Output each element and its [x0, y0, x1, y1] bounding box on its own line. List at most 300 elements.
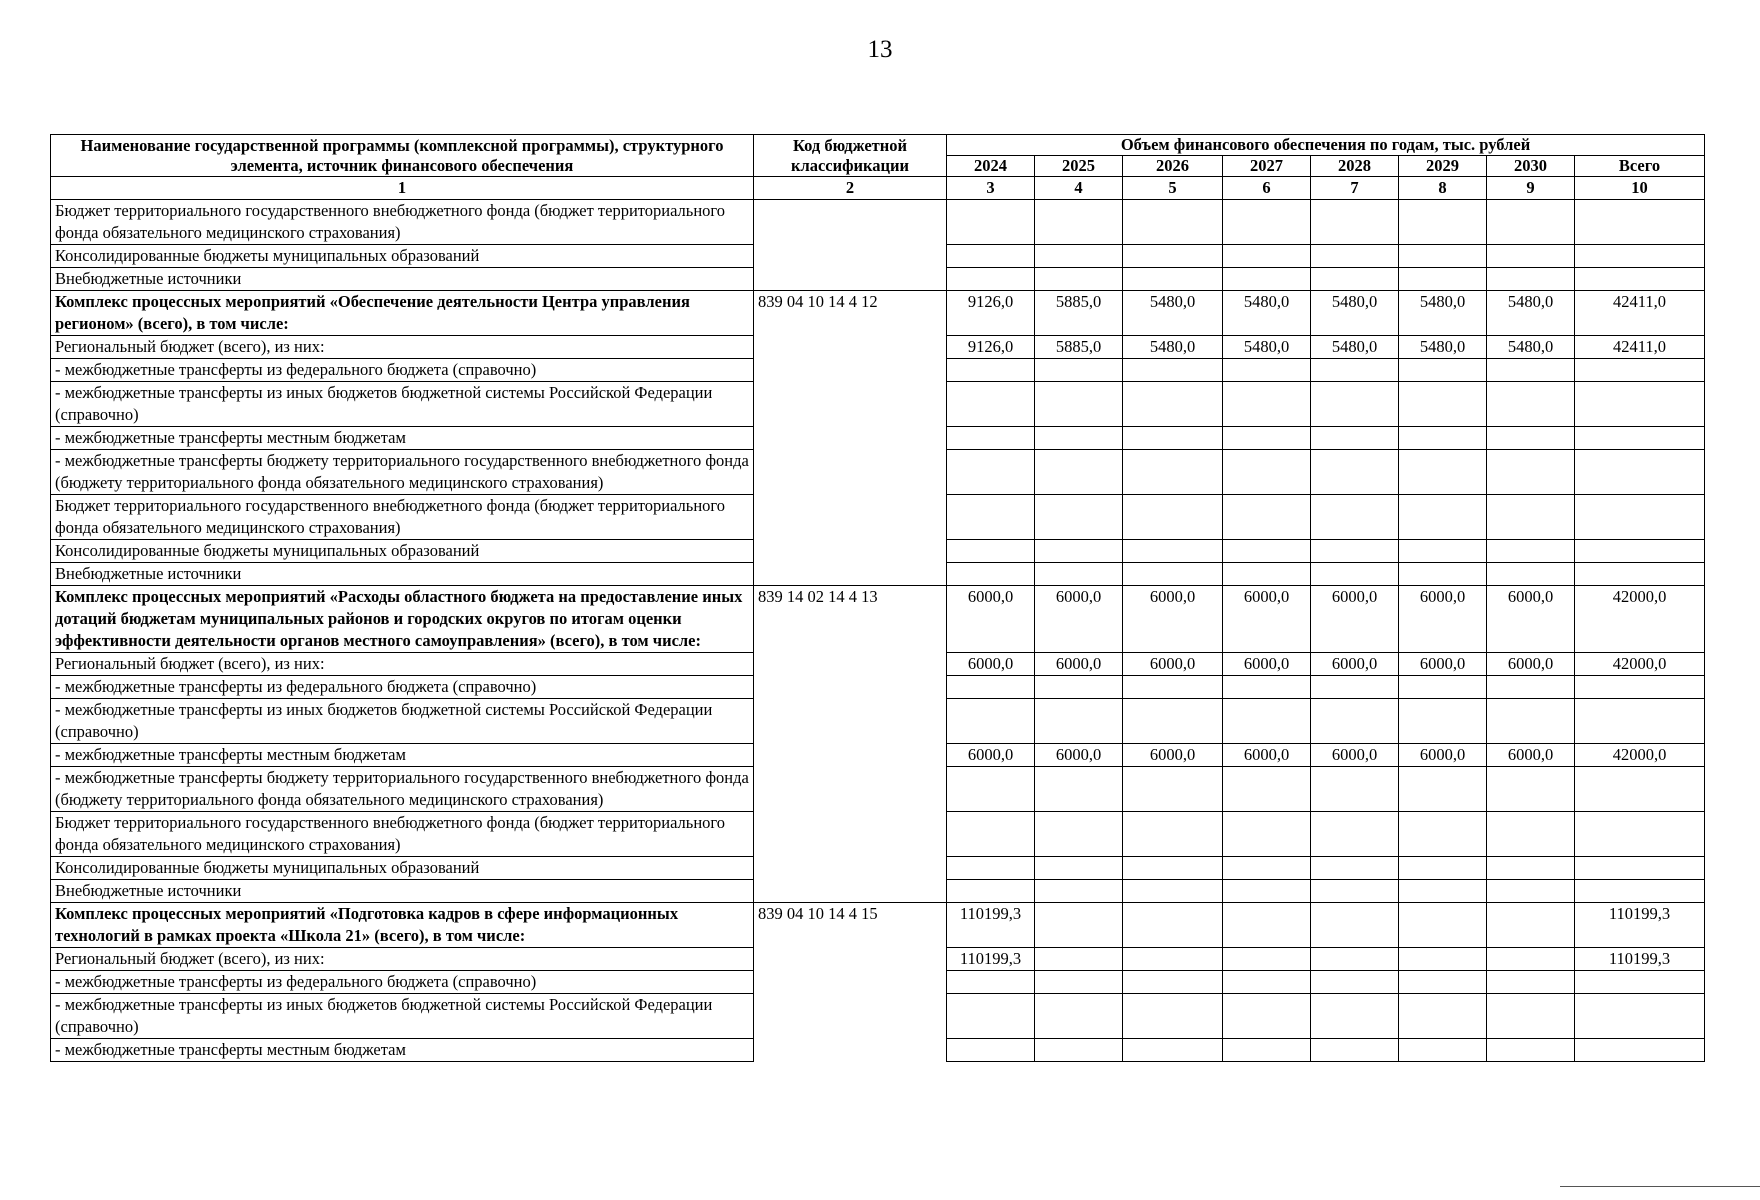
table-row — [51, 245, 1705, 268]
row-value-2028 — [1311, 812, 1399, 857]
row-value-2029 — [1399, 903, 1487, 948]
row-total — [1575, 767, 1705, 812]
row-value-2025 — [1035, 450, 1123, 495]
row-value-2026: 5480,0 — [1123, 336, 1223, 359]
row-code: 839 04 10 14 4 15 — [754, 903, 947, 948]
row-total — [1575, 971, 1705, 994]
header-column-number: 1 — [51, 177, 754, 200]
row-value-2026 — [1123, 200, 1223, 245]
row-value-2030 — [1487, 1039, 1575, 1062]
row-value-2026 — [1123, 767, 1223, 812]
row-total — [1575, 245, 1705, 268]
row-value-2030 — [1487, 359, 1575, 382]
financing-table — [50, 134, 1705, 1062]
row-name: Региональный бюджет (всего), из них: — [51, 948, 754, 971]
row-value-2027 — [1223, 676, 1311, 699]
row-total — [1575, 382, 1705, 427]
row-total: 42000,0 — [1575, 744, 1705, 767]
row-value-2026: 6000,0 — [1123, 744, 1223, 767]
row-value-2024 — [947, 245, 1035, 268]
row-value-2027 — [1223, 857, 1311, 880]
row-value-2025 — [1035, 359, 1123, 382]
row-code — [754, 812, 947, 857]
row-value-2029 — [1399, 268, 1487, 291]
row-value-2024 — [947, 200, 1035, 245]
row-value-2026 — [1123, 948, 1223, 971]
row-total: 42411,0 — [1575, 336, 1705, 359]
row-name: Внебюджетные источники — [51, 268, 754, 291]
row-value-2025 — [1035, 812, 1123, 857]
row-value-2026 — [1123, 903, 1223, 948]
row-value-2028: 5480,0 — [1311, 336, 1399, 359]
row-value-2030 — [1487, 767, 1575, 812]
row-value-2030: 6000,0 — [1487, 653, 1575, 676]
row-value-2025 — [1035, 699, 1123, 744]
row-code — [754, 857, 947, 880]
table-row — [51, 382, 1705, 427]
header-column-number: 8 — [1399, 177, 1487, 200]
row-value-2027 — [1223, 382, 1311, 427]
table-row — [51, 291, 1705, 336]
row-value-2026 — [1123, 880, 1223, 903]
row-value-2028: 6000,0 — [1311, 653, 1399, 676]
row-value-2025 — [1035, 994, 1123, 1039]
row-value-2030 — [1487, 495, 1575, 540]
row-value-2027 — [1223, 880, 1311, 903]
row-value-2028 — [1311, 676, 1399, 699]
row-value-2027: 6000,0 — [1223, 653, 1311, 676]
row-value-2027 — [1223, 540, 1311, 563]
table-row — [51, 495, 1705, 540]
row-name: - межбюджетные трансферты местным бюджетам — [51, 1039, 754, 1062]
row-name: Комплекс процессных мероприятий «Расходы областного бюджета на предоставление иных дотаций бюджетам муниципальных районов и городских округов по итогам оценки эффективности деятельности органов местного самоуправления» (всего), в том числе: — [51, 586, 754, 653]
row-value-2025 — [1035, 382, 1123, 427]
row-total — [1575, 857, 1705, 880]
row-code — [754, 359, 947, 382]
row-name: - межбюджетные трансферты бюджету территориального государственного внебюджетного фонда (бюджету территориального фонда обязательного медицинского страхования) — [51, 767, 754, 812]
row-name: - межбюджетные трансферты местным бюджетам — [51, 744, 754, 767]
header-column-number: 6 — [1223, 177, 1311, 200]
row-value-2030: 6000,0 — [1487, 586, 1575, 653]
row-value-2029 — [1399, 1039, 1487, 1062]
row-value-2030 — [1487, 450, 1575, 495]
row-total — [1575, 676, 1705, 699]
row-value-2029 — [1399, 812, 1487, 857]
row-value-2026 — [1123, 971, 1223, 994]
row-code — [754, 767, 947, 812]
row-value-2027 — [1223, 245, 1311, 268]
row-code — [754, 948, 947, 971]
table-row — [51, 200, 1705, 245]
table-row — [51, 359, 1705, 382]
row-code — [754, 336, 947, 359]
row-name: - межбюджетные трансферты из иных бюджетов бюджетной системы Российской Федерации (справочно) — [51, 994, 754, 1039]
row-total: 110199,3 — [1575, 903, 1705, 948]
row-code: 839 04 10 14 4 12 — [754, 291, 947, 336]
row-value-2025 — [1035, 971, 1123, 994]
row-name: Региональный бюджет (всего), из них: — [51, 336, 754, 359]
row-value-2025: 6000,0 — [1035, 586, 1123, 653]
row-value-2027 — [1223, 563, 1311, 586]
row-value-2027 — [1223, 994, 1311, 1039]
row-value-2029 — [1399, 563, 1487, 586]
row-value-2028 — [1311, 948, 1399, 971]
row-value-2030 — [1487, 994, 1575, 1039]
row-value-2024: 6000,0 — [947, 653, 1035, 676]
table-row — [51, 268, 1705, 291]
table-row — [51, 563, 1705, 586]
row-value-2028 — [1311, 903, 1399, 948]
row-value-2024: 6000,0 — [947, 586, 1035, 653]
row-value-2028 — [1311, 268, 1399, 291]
table-row — [51, 676, 1705, 699]
row-name: Региональный бюджет (всего), из них: — [51, 653, 754, 676]
header-year: 2029 — [1399, 156, 1487, 177]
row-total: 42411,0 — [1575, 291, 1705, 336]
row-value-2026 — [1123, 857, 1223, 880]
header-column-number: 5 — [1123, 177, 1223, 200]
row-value-2027 — [1223, 359, 1311, 382]
row-total — [1575, 200, 1705, 245]
row-value-2028 — [1311, 245, 1399, 268]
row-code — [754, 676, 947, 699]
row-value-2024 — [947, 676, 1035, 699]
row-value-2026: 6000,0 — [1123, 586, 1223, 653]
row-code — [754, 653, 947, 676]
header-volume: Объем финансового обеспечения по годам, тыс. рублей — [947, 135, 1705, 156]
row-value-2029 — [1399, 200, 1487, 245]
table-row — [51, 857, 1705, 880]
row-code — [754, 1039, 947, 1062]
table-row — [51, 994, 1705, 1039]
row-code — [754, 427, 947, 450]
row-value-2024: 6000,0 — [947, 744, 1035, 767]
row-value-2027 — [1223, 948, 1311, 971]
row-value-2029 — [1399, 994, 1487, 1039]
row-value-2027 — [1223, 812, 1311, 857]
table-row — [51, 427, 1705, 450]
row-value-2030 — [1487, 540, 1575, 563]
row-name: Бюджет территориального государственного внебюджетного фонда (бюджет территориального фонда обязательного медицинского страхования) — [51, 812, 754, 857]
row-value-2026 — [1123, 563, 1223, 586]
row-value-2028: 6000,0 — [1311, 744, 1399, 767]
table-row — [51, 699, 1705, 744]
header-year: 2024 — [947, 156, 1035, 177]
row-total — [1575, 812, 1705, 857]
row-value-2029 — [1399, 382, 1487, 427]
row-value-2024 — [947, 359, 1035, 382]
table-row — [51, 767, 1705, 812]
row-value-2025 — [1035, 903, 1123, 948]
row-value-2025: 5885,0 — [1035, 291, 1123, 336]
row-value-2027 — [1223, 767, 1311, 812]
row-value-2030 — [1487, 200, 1575, 245]
header-code: Код бюджетной классификации — [754, 135, 947, 177]
header-column-number: 2 — [754, 177, 947, 200]
row-value-2030 — [1487, 971, 1575, 994]
row-code — [754, 699, 947, 744]
row-value-2026 — [1123, 245, 1223, 268]
table-row — [51, 1039, 1705, 1062]
row-value-2025 — [1035, 200, 1123, 245]
table-row — [51, 903, 1705, 948]
row-name: Внебюджетные источники — [51, 563, 754, 586]
row-total — [1575, 699, 1705, 744]
row-total: 42000,0 — [1575, 653, 1705, 676]
header-numbers-row — [51, 177, 1705, 200]
row-value-2026 — [1123, 676, 1223, 699]
row-value-2027 — [1223, 268, 1311, 291]
row-value-2024 — [947, 540, 1035, 563]
row-value-2028 — [1311, 359, 1399, 382]
row-value-2028 — [1311, 495, 1399, 540]
row-value-2028: 6000,0 — [1311, 586, 1399, 653]
row-name: Бюджет территориального государственного внебюджетного фонда (бюджет территориального фонда обязательного медицинского страхования) — [51, 495, 754, 540]
row-value-2024 — [947, 971, 1035, 994]
row-name: Комплекс процессных мероприятий «Подготовка кадров в сфере информационных технологий в рамках проекта «Школа 21» (всего), в том числе: — [51, 903, 754, 948]
header-year: Всего — [1575, 156, 1705, 177]
row-code — [754, 744, 947, 767]
page-number: 13 — [867, 36, 893, 63]
row-value-2028 — [1311, 382, 1399, 427]
row-value-2027 — [1223, 1039, 1311, 1062]
row-value-2028 — [1311, 699, 1399, 744]
row-code — [754, 994, 947, 1039]
row-code — [754, 880, 947, 903]
header-year: 2027 — [1223, 156, 1311, 177]
row-name: Внебюджетные источники — [51, 880, 754, 903]
row-value-2030 — [1487, 903, 1575, 948]
row-value-2024: 110199,3 — [947, 948, 1035, 971]
row-value-2024: 9126,0 — [947, 291, 1035, 336]
row-value-2029 — [1399, 676, 1487, 699]
row-name: - межбюджетные трансферты из федерального бюджета (справочно) — [51, 676, 754, 699]
row-value-2024 — [947, 699, 1035, 744]
row-name: Консолидированные бюджеты муниципальных образований — [51, 857, 754, 880]
row-value-2025 — [1035, 268, 1123, 291]
row-total — [1575, 268, 1705, 291]
row-value-2028 — [1311, 1039, 1399, 1062]
row-value-2026 — [1123, 540, 1223, 563]
row-value-2029 — [1399, 495, 1487, 540]
row-value-2028 — [1311, 200, 1399, 245]
row-total — [1575, 450, 1705, 495]
row-value-2030 — [1487, 948, 1575, 971]
row-value-2025 — [1035, 948, 1123, 971]
row-value-2025: 6000,0 — [1035, 653, 1123, 676]
row-value-2029 — [1399, 880, 1487, 903]
header-column-number: 7 — [1311, 177, 1399, 200]
table-row — [51, 586, 1705, 653]
row-value-2026 — [1123, 427, 1223, 450]
row-value-2030 — [1487, 699, 1575, 744]
row-value-2024 — [947, 427, 1035, 450]
row-value-2026 — [1123, 1039, 1223, 1062]
row-value-2030 — [1487, 382, 1575, 427]
row-value-2028 — [1311, 971, 1399, 994]
header-year: 2028 — [1311, 156, 1399, 177]
row-value-2029 — [1399, 245, 1487, 268]
row-value-2030 — [1487, 676, 1575, 699]
table-row — [51, 653, 1705, 676]
row-value-2028: 5480,0 — [1311, 291, 1399, 336]
row-value-2028 — [1311, 880, 1399, 903]
row-value-2029 — [1399, 948, 1487, 971]
row-code — [754, 450, 947, 495]
row-value-2026 — [1123, 382, 1223, 427]
row-total: 42000,0 — [1575, 586, 1705, 653]
row-value-2029 — [1399, 427, 1487, 450]
table-row — [51, 948, 1705, 971]
row-value-2024 — [947, 268, 1035, 291]
row-code: 839 14 02 14 4 13 — [754, 586, 947, 653]
row-value-2028 — [1311, 994, 1399, 1039]
row-value-2024 — [947, 495, 1035, 540]
row-value-2024 — [947, 857, 1035, 880]
row-value-2026 — [1123, 268, 1223, 291]
header-column-number: 9 — [1487, 177, 1575, 200]
header-column-number: 10 — [1575, 177, 1705, 200]
header-year: 2026 — [1123, 156, 1223, 177]
row-code — [754, 245, 947, 268]
row-value-2030 — [1487, 563, 1575, 586]
row-value-2027 — [1223, 450, 1311, 495]
table-row — [51, 450, 1705, 495]
row-value-2029 — [1399, 971, 1487, 994]
row-value-2029: 6000,0 — [1399, 653, 1487, 676]
row-code — [754, 495, 947, 540]
row-value-2025 — [1035, 540, 1123, 563]
row-value-2029: 5480,0 — [1399, 336, 1487, 359]
row-value-2026 — [1123, 812, 1223, 857]
row-value-2027: 5480,0 — [1223, 336, 1311, 359]
row-value-2024: 110199,3 — [947, 903, 1035, 948]
row-name: Бюджет территориального государственного внебюджетного фонда (бюджет территориального фонда обязательного медицинского страхования) — [51, 200, 754, 245]
header-name: Наименование государственной программы (комплексной программы), структурного элемента, источник финансового обеспечения — [51, 135, 754, 177]
row-value-2024: 9126,0 — [947, 336, 1035, 359]
row-value-2024 — [947, 994, 1035, 1039]
table-body — [51, 200, 1705, 1062]
row-name: - межбюджетные трансферты бюджету территориального государственного внебюджетного фонда (бюджету территориального фонда обязательного медицинского страхования) — [51, 450, 754, 495]
table-row — [51, 971, 1705, 994]
row-value-2026: 6000,0 — [1123, 653, 1223, 676]
row-value-2028 — [1311, 563, 1399, 586]
row-value-2028 — [1311, 767, 1399, 812]
row-code — [754, 268, 947, 291]
row-name: - межбюджетные трансферты местным бюджетам — [51, 427, 754, 450]
row-name: Комплекс процессных мероприятий «Обеспечение деятельности Центра управления регионом» (всего), в том числе: — [51, 291, 754, 336]
row-name: Консолидированные бюджеты муниципальных образований — [51, 245, 754, 268]
row-total — [1575, 563, 1705, 586]
row-value-2025 — [1035, 880, 1123, 903]
table-row — [51, 812, 1705, 857]
row-total — [1575, 1039, 1705, 1062]
row-name: - межбюджетные трансферты из федерального бюджета (справочно) — [51, 971, 754, 994]
row-value-2029: 6000,0 — [1399, 744, 1487, 767]
row-value-2026: 5480,0 — [1123, 291, 1223, 336]
row-name: Консолидированные бюджеты муниципальных образований — [51, 540, 754, 563]
row-value-2025 — [1035, 427, 1123, 450]
row-name: - межбюджетные трансферты из иных бюджетов бюджетной системы Российской Федерации (справочно) — [51, 382, 754, 427]
row-value-2030: 6000,0 — [1487, 744, 1575, 767]
row-value-2029 — [1399, 767, 1487, 812]
header-year: 2030 — [1487, 156, 1575, 177]
row-value-2024 — [947, 1039, 1035, 1062]
row-value-2026 — [1123, 495, 1223, 540]
row-value-2026 — [1123, 359, 1223, 382]
row-value-2027: 6000,0 — [1223, 744, 1311, 767]
row-value-2025: 5885,0 — [1035, 336, 1123, 359]
table-row — [51, 880, 1705, 903]
row-total — [1575, 495, 1705, 540]
row-value-2027 — [1223, 903, 1311, 948]
row-value-2027: 6000,0 — [1223, 586, 1311, 653]
table-row — [51, 336, 1705, 359]
row-value-2025 — [1035, 563, 1123, 586]
row-value-2024 — [947, 880, 1035, 903]
row-code — [754, 200, 947, 245]
row-value-2030 — [1487, 268, 1575, 291]
row-value-2028 — [1311, 857, 1399, 880]
row-value-2028 — [1311, 427, 1399, 450]
table-row — [51, 540, 1705, 563]
row-value-2026 — [1123, 994, 1223, 1039]
row-value-2030 — [1487, 857, 1575, 880]
row-value-2025: 6000,0 — [1035, 744, 1123, 767]
row-value-2030: 5480,0 — [1487, 336, 1575, 359]
row-value-2029: 5480,0 — [1399, 291, 1487, 336]
row-code — [754, 563, 947, 586]
row-value-2029 — [1399, 857, 1487, 880]
row-value-2025 — [1035, 767, 1123, 812]
row-value-2029 — [1399, 699, 1487, 744]
row-value-2030 — [1487, 880, 1575, 903]
row-code — [754, 971, 947, 994]
row-value-2029 — [1399, 359, 1487, 382]
row-value-2028 — [1311, 450, 1399, 495]
row-value-2027 — [1223, 200, 1311, 245]
row-total — [1575, 994, 1705, 1039]
row-value-2024 — [947, 450, 1035, 495]
row-value-2027 — [1223, 971, 1311, 994]
row-value-2025 — [1035, 1039, 1123, 1062]
row-value-2030 — [1487, 245, 1575, 268]
row-total — [1575, 880, 1705, 903]
row-value-2027: 5480,0 — [1223, 291, 1311, 336]
margin-line — [1560, 1186, 1760, 1187]
row-value-2025 — [1035, 245, 1123, 268]
row-value-2025 — [1035, 676, 1123, 699]
row-total — [1575, 359, 1705, 382]
header-column-number: 4 — [1035, 177, 1123, 200]
header-column-number: 3 — [947, 177, 1035, 200]
row-value-2026 — [1123, 450, 1223, 495]
row-value-2029 — [1399, 450, 1487, 495]
row-code — [754, 540, 947, 563]
row-value-2029 — [1399, 540, 1487, 563]
table-row — [51, 744, 1705, 767]
row-value-2024 — [947, 382, 1035, 427]
row-value-2027 — [1223, 427, 1311, 450]
row-value-2024 — [947, 767, 1035, 812]
row-code — [754, 382, 947, 427]
row-value-2030 — [1487, 427, 1575, 450]
row-name: - межбюджетные трансферты из иных бюджетов бюджетной системы Российской Федерации (справочно) — [51, 699, 754, 744]
row-value-2024 — [947, 812, 1035, 857]
row-value-2030: 5480,0 — [1487, 291, 1575, 336]
row-value-2024 — [947, 563, 1035, 586]
row-value-2027 — [1223, 699, 1311, 744]
